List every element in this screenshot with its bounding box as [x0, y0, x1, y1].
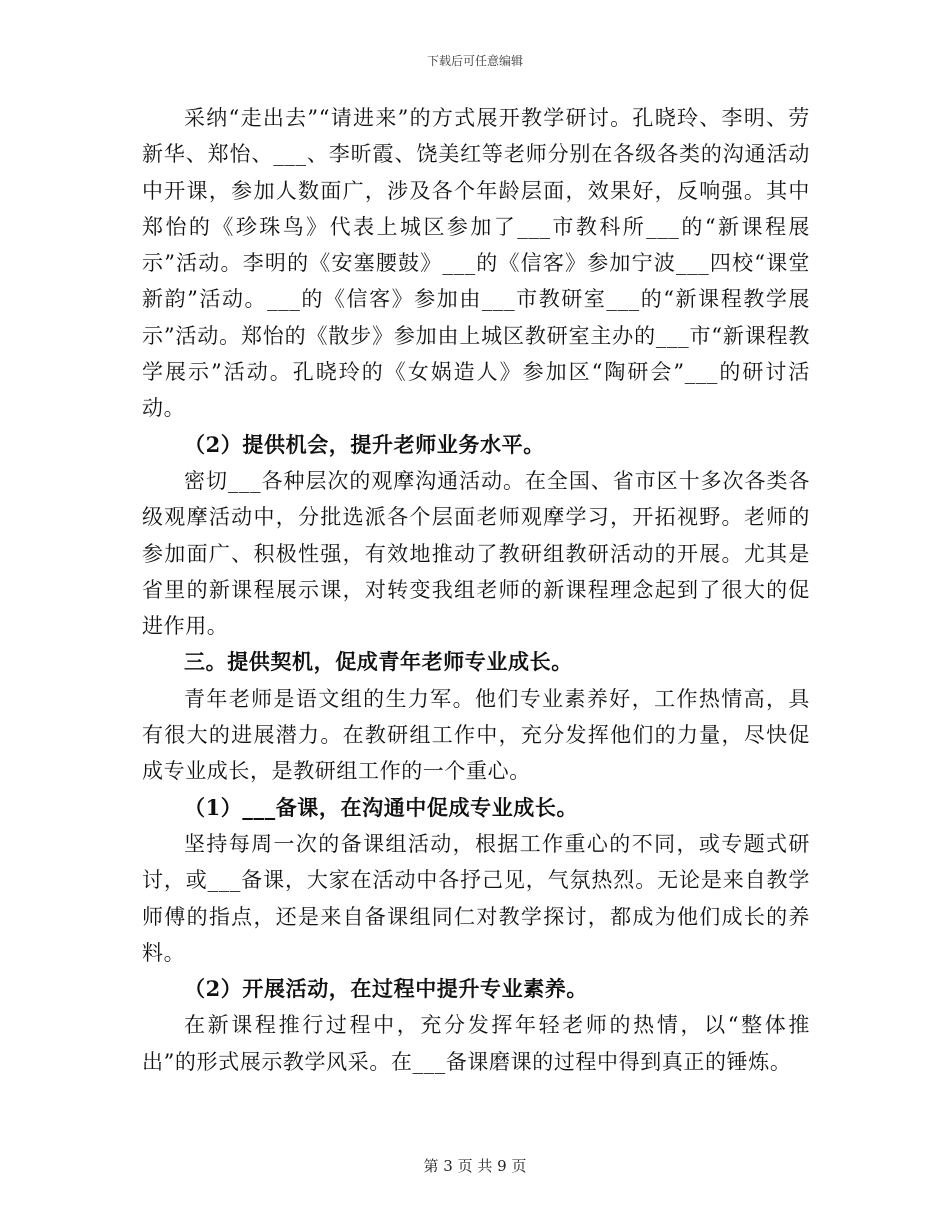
body-paragraph: 密切___各种层次的观摩沟通活动。在全国、省市区十多次各类各级观摩活动中，分批选派各个层面老师观摩学习，开拓视野。老师的参加面广、积极性强，有效地推动了教研组教研活动的开展。尤其是省里的新课程展示课，对转变我组老师的新课程理念起到了很大的促进作用。	[142, 468, 810, 639]
page-number: 第 3 页 共 9 页	[423, 1157, 527, 1175]
document-body	[142, 100, 810, 1080]
page-header: 下载后可任意编辑	[426, 54, 523, 68]
body-paragraph: 采纳“走出去”“请进来”的方式展开教学研讨。孔晓玲、李明、劳新华、郑怡、___、李昕霞、饶美红等老师分别在各级各类的沟通活动中开课，参加人数面广，涉及各个年龄层面，效果好，反响强。其中郑怡的《珍珠鸟》代表上城区参加了___市教科所___的“新课程展示”活动。李明的《安塞腰鼓》___的《信客》参加宁波___四校“课堂新韵”活动。___的《信客》参加由___市教研室___的“新课程教学展示”活动。郑怡的《散步》参加由上城区教研室主办的___市“新课程教学展示”活动。孔晓玲的《女娲造人》参加区“陶研会”___的研讨活动。	[142, 106, 810, 421]
section-heading: （2）提供机会，提升老师业务水平。	[184, 431, 545, 457]
section-heading: （1）___备课，在沟通中促成专业成长。	[184, 794, 579, 820]
body-paragraph: 在新课程推行过程中，充分发挥年轻老师的热情，以“整体推出”的形式展示教学风采。在___备课磨课的过程中得到真正的锤炼。	[142, 1013, 810, 1074]
section-heading: 三。提供契机，促成青年老师专业成长。	[184, 649, 573, 675]
section-heading: （2）开展活动，在过程中提升专业素养。	[184, 976, 589, 1002]
body-paragraph: 青年老师是语文组的生力军。他们专业素养好，工作热情高，具有很大的进展潜力。在教研组工作中，充分发挥他们的力量，尽快促成专业成长，是教研组工作的一个重心。	[142, 686, 810, 784]
body-paragraph: 坚持每周一次的备课组活动，根据工作重心的不同，或专题式研讨，或___备课，大家在活动中各抒己见，气氛热烈。无论是来自教学师傅的指点，还是来自备课组同仁对教学探讨，都成为他们成长的养料。	[142, 831, 810, 965]
